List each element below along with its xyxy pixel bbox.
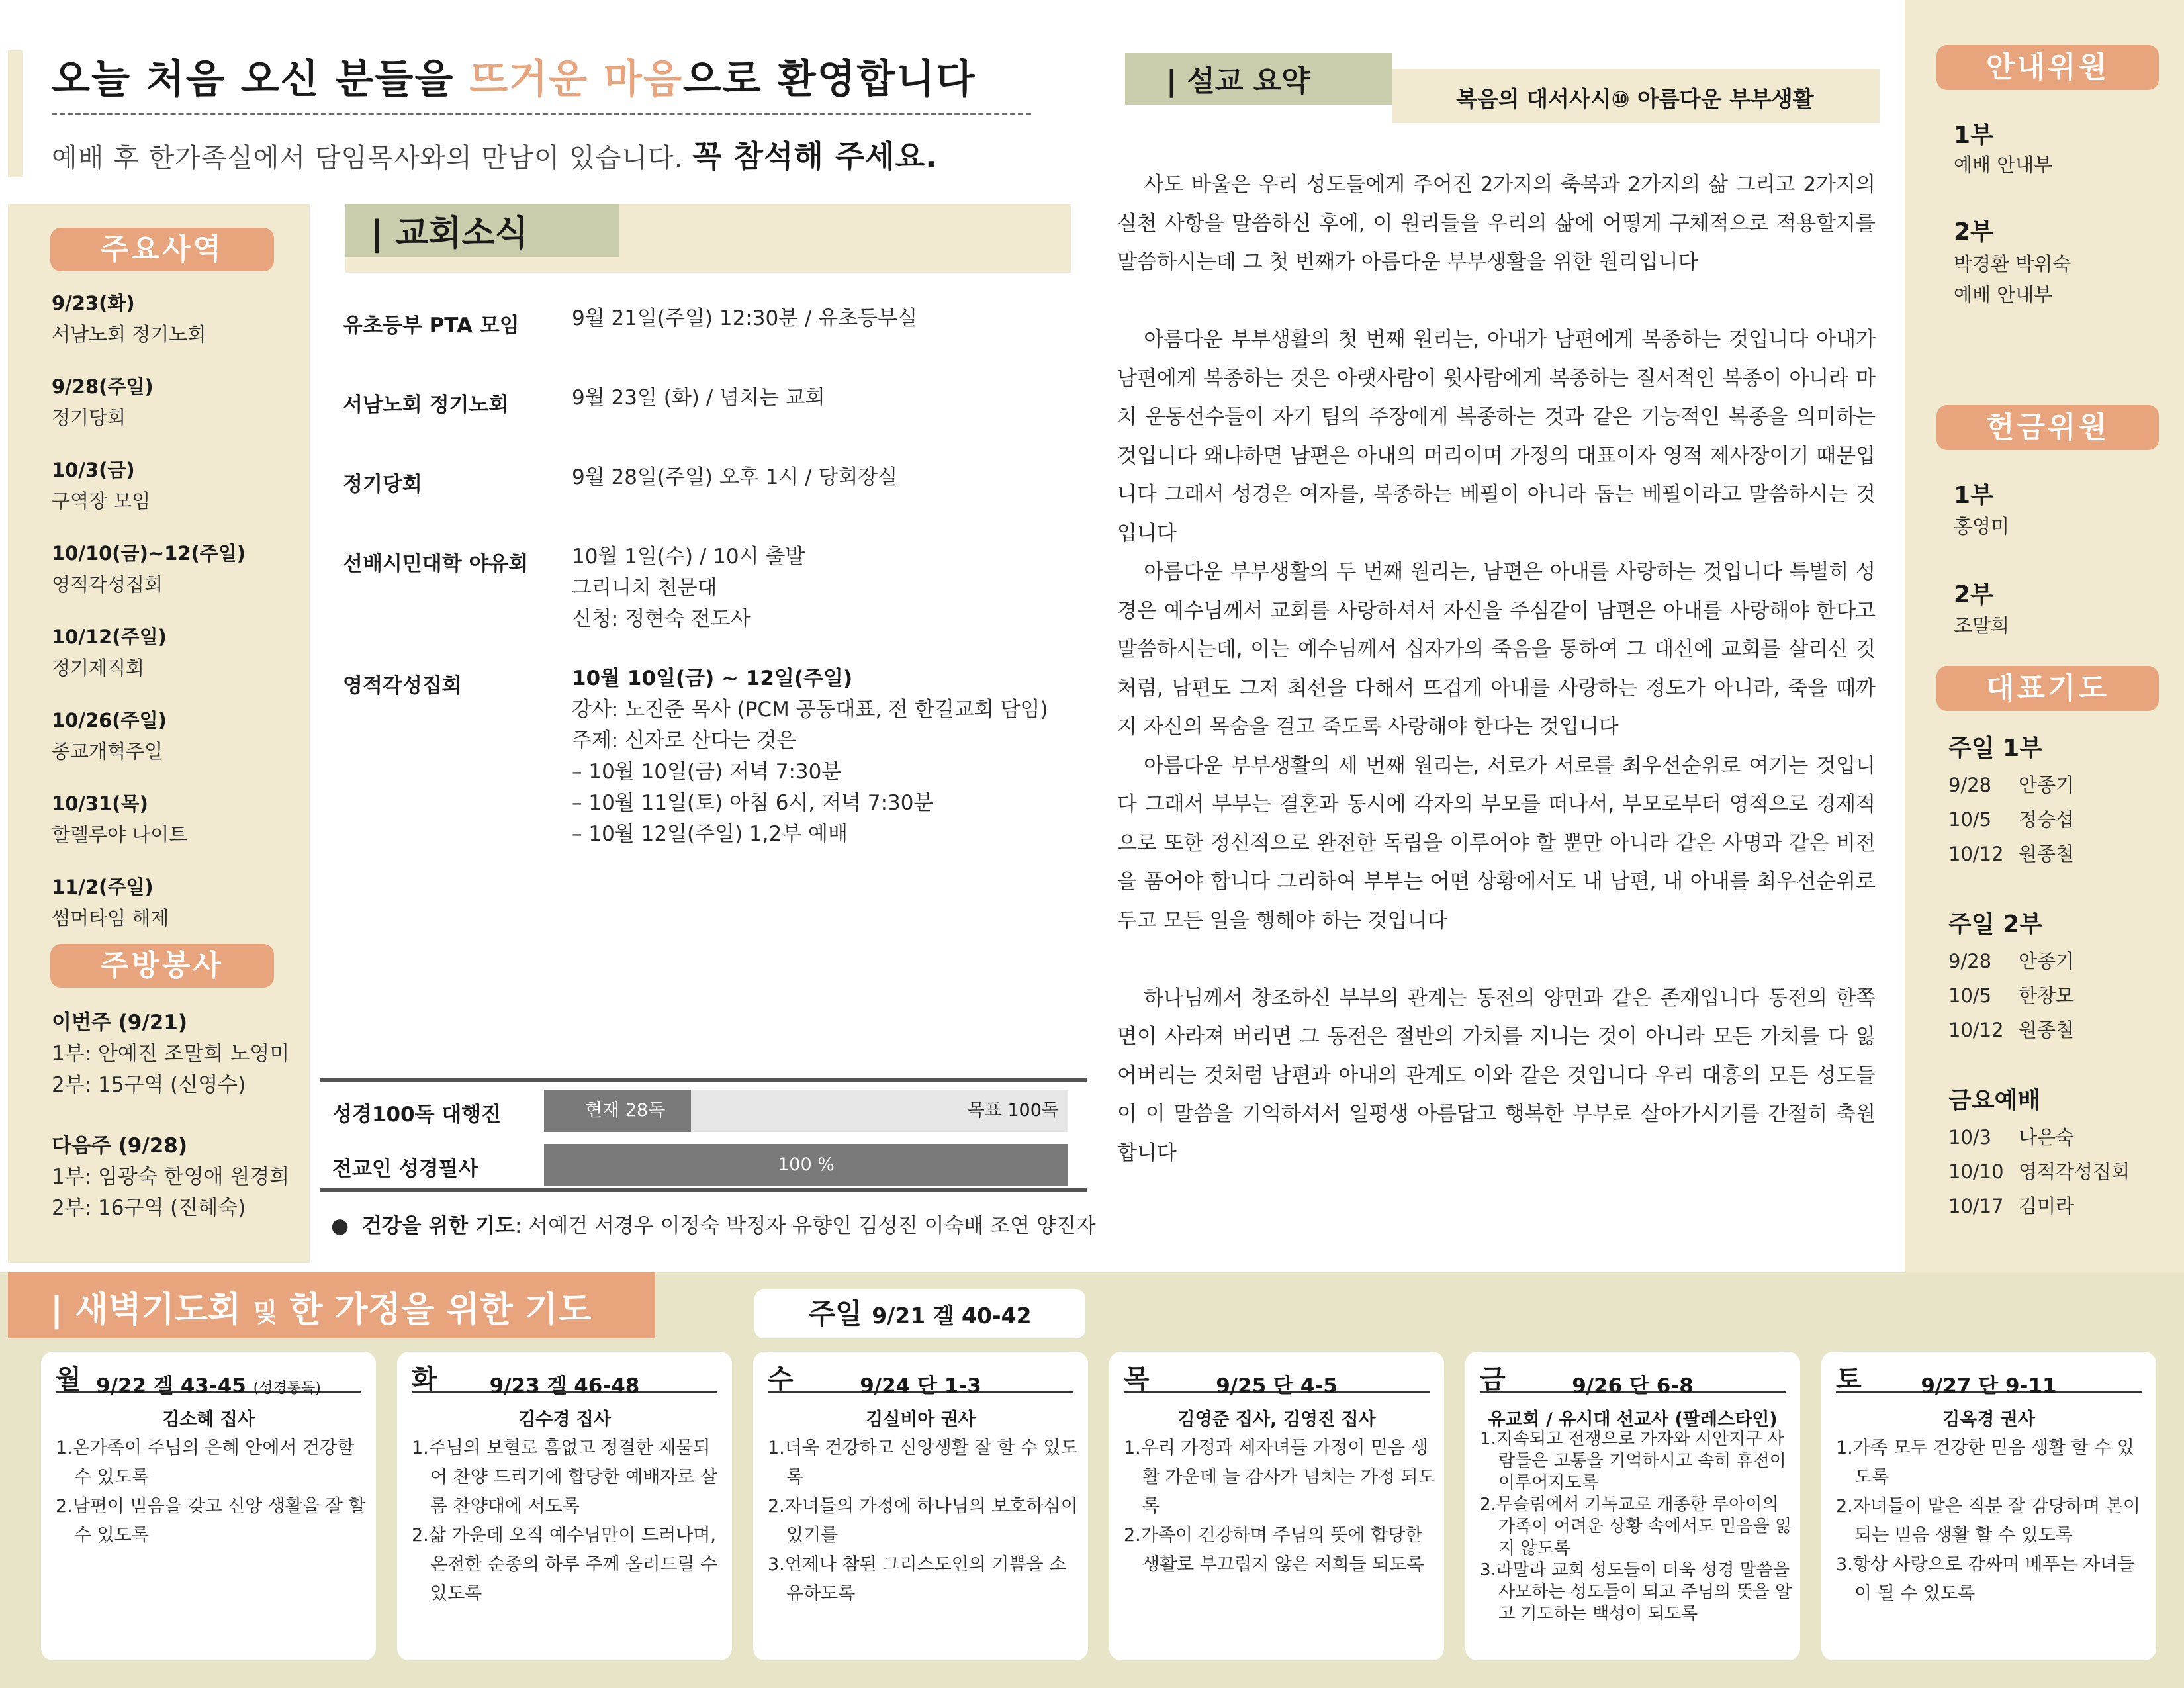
news-item-line: 강사: 노진준 목사 (PCM 공동대표, 전 한길교회 담임)	[572, 698, 1048, 722]
news-item-label: 정기당회	[343, 473, 422, 496]
kitchen-next-week-label: 다음주 (9/28)	[52, 1134, 187, 1158]
welcome-title	[52, 48, 976, 105]
usher-2-names: 박경환 박위숙	[1954, 253, 2071, 275]
news-item-line: 10월 1일(수) / 10시 출발	[572, 545, 805, 569]
day-card-header	[1836, 1358, 2142, 1398]
events-header: 주요사역	[50, 228, 274, 271]
usher-2-line: 예배 안내부	[1954, 283, 2053, 306]
day-card-header	[1480, 1358, 1786, 1398]
welcome-divider	[52, 113, 1031, 115]
day-prayer-item: 3.항상 사랑으로 감싸며 베푸는 자녀들이 될 수 있도록	[1836, 1554, 2135, 1604]
news-item-line: 9월 23일 (화) / 넘치는 교회	[572, 386, 825, 410]
kitchen-this-1: 1부: 안예진 조말희 노영미	[52, 1042, 290, 1066]
news-item-line: 주제: 신자로 산다는 것은	[572, 729, 797, 753]
event-date: 10/31(목)	[52, 792, 148, 815]
prayer-row	[1948, 947, 2074, 974]
health-prayer-names: : 서예건 서경우 이정숙 박정자 유향인 김성진 이숙배 조연 양진자	[515, 1214, 1096, 1238]
sermon-paragraph: 아름다운 부부생활의 첫 번째 원리는, 아내가 남편에게 복종하는 것입니다 아내가 남편에게 복종하는 것은 아랫사람이 윗사람에게 복종하는 질서적인 복종이 아니라 마치 운동선수들이 자기 팀의 주장에게 복종하는 것과 같은 기능적인 복종을 의미하는 것입니다 왜냐하면 남편은 아내의 머리이며 가정의 대표이자 영적 제사장이기 때문입니다 그래서 성경은 여자를, 복종하는 베필이 아니라 돕는 베필이라고 말씀하시는 것입니다	[1117, 328, 1876, 545]
welcome-subtitle	[52, 132, 938, 176]
day-card	[41, 1352, 376, 1660]
progress-section	[320, 1078, 1087, 1192]
event-date: 10/10(금)~12(주일)	[52, 542, 246, 565]
event-date: 9/23(화)	[52, 292, 135, 314]
sermon-paragraph: 사도 바울은 우리 성도들에게 주어진 2가지의 축복과 2가지의 삶 그리고 2가지의 실천 사항을 말씀하신 후에, 이 원리들을 우리의 삶에 어떻게 구체적으로 적용할지를 말씀하시는데 그 첫 번째가 아름다운 부부생활을 위한 원리입니다	[1117, 173, 1876, 274]
day-scripture-ref: 9/27 단 9-11	[1921, 1374, 2057, 1398]
health-prayer-line	[331, 1209, 1096, 1239]
prayer-date: 9/28	[1948, 950, 1992, 972]
sermon-subtitle: 복음의 대서사시⑩ 아름다운 부부생활	[1456, 86, 1814, 112]
progress-bottom-rule	[320, 1188, 1087, 1192]
day-prayer-item: 2.삶 가운데 오직 예수님만이 드러나며, 온전한 순종의 하루 주께 올려드릴 수 있도록	[412, 1525, 718, 1604]
day-family: 유교회 / 유시대 선교사 (팔레스타인)	[1488, 1409, 1778, 1430]
welcome-subtitle-text: 예배 후 한가족실에서 담임목사와의 만남이 있습니다.	[52, 143, 693, 173]
sunday-reading-day: 주일	[808, 1297, 872, 1330]
bible-reading-current: 현재 28독	[585, 1100, 666, 1121]
day-scripture	[1836, 1369, 2142, 1399]
welcome-title-pre: 오늘 처음 오신 분들을	[52, 56, 470, 103]
day-scripture-ref: 9/24 단 1-3	[860, 1374, 981, 1398]
prayer-name: 안종기	[2019, 774, 2075, 796]
day-scripture	[768, 1369, 1073, 1399]
event-name: 정기제직회	[52, 657, 145, 679]
news-item-line: 9월 21일(주일) 12:30분 / 유초등부실	[572, 306, 918, 330]
dawn-title-c: 한 가정을 위한 기도	[277, 1290, 592, 1330]
news-item-detail	[572, 383, 825, 414]
event-date: 10/12(주일)	[52, 626, 167, 648]
kitchen-this-week-label: 이번주 (9/21)	[52, 1011, 187, 1035]
day-card	[1821, 1352, 2156, 1660]
day-scripture	[412, 1369, 717, 1399]
sermon-paragraph: 아름다운 부부생활의 세 번째 원리는, 서로가 서로를 최우선순위로 여기는 것입니다 그래서 부부는 결혼과 동시에 각자의 부모를 떠나서, 부모로부터 영적으로 경제적으로 또한 정신적으로 완전한 독립을 이루어야 할 뿐만 아니라 같은 사명과 같은 비전을 품어야 합니다 그리하여 부부는 어떤 상황에서도 내 남편, 내 아내를 최우선순위로 두고 모든 일을 행해야 하는 것입니다	[1117, 753, 1876, 933]
day-prayer-item: 2.무슬림에서 기독교로 개종한 루아이의 가족이 어려운 상황 속에서도 믿음을 잃지 않도록	[1480, 1495, 1792, 1558]
welcome-subtitle-emphasis: 꼭 참석해 주세요.	[692, 138, 938, 174]
day-scripture	[56, 1369, 361, 1399]
sermon-paragraph: 아름다운 부부생활의 두 번째 원리는, 남편은 아내를 사랑하는 것입니다 특별히 성경은 예수님께서 교회를 사랑하셔서 자신을 주심같이 남편은 아내를 사랑해야 한다고 말씀하시는데, 이는 예수님께서 십자가의 죽음을 통하여 그 대신에 교회를 살리신 것처럼, 남편도 그저 최선을 다해서 뜨겁게 아내를 사랑하는 정도가 아니라, 죽을 때까지 자신의 목숨을 걸고 죽도록 사랑해야 한다는 것입니다	[1117, 560, 1876, 739]
news-item-line: 그리니치 천문대	[572, 576, 717, 600]
news-item-label: 영적각성집회	[343, 674, 462, 698]
day-prayer-item: 2.가족이 건강하며 주님의 뜻에 합당한 생활로 부끄럽지 않은 저희들 되도록	[1124, 1525, 1424, 1575]
news-item-detail	[572, 541, 805, 635]
sermon-spacer	[1117, 940, 1876, 979]
day-scripture-ref: 9/26 단 6-8	[1572, 1374, 1694, 1398]
prayer-row	[1948, 1192, 2074, 1219]
prayer-name: 한창모	[2019, 984, 2075, 1007]
bible-reading-track	[544, 1090, 1068, 1132]
day-scripture	[1480, 1369, 1786, 1399]
day-prayer-item: 1.우리 가정과 세자녀들 가정이 믿음 생활 가운데 늘 감사가 넘치는 가정 되도록	[1124, 1438, 1435, 1517]
sermon-title: | 설교 요약	[1166, 64, 1310, 98]
event-item	[52, 455, 150, 514]
usher-1-line: 예배 안내부	[1954, 154, 2053, 176]
prayer-date: 10/12	[1948, 1019, 2004, 1041]
bible-reading-label: 성경100독 대행진	[332, 1103, 502, 1127]
day-prayer-list	[768, 1434, 1080, 1609]
prayer-name: 나은숙	[2019, 1126, 2075, 1149]
event-name: 구역장 모임	[52, 490, 151, 512]
day-name: 월	[56, 1364, 81, 1395]
day-card	[397, 1352, 732, 1660]
prayer-row	[1948, 1015, 2074, 1043]
kitchen-this-2: 2부: 15구역 (신영수)	[52, 1073, 246, 1097]
kitchen-next-2: 2부: 16구역 (진혜숙)	[52, 1196, 246, 1220]
event-name: 서남노회 정기노회	[52, 323, 206, 346]
prayer-row	[1948, 981, 2074, 1008]
kitchen-header: 주방봉사	[50, 944, 274, 988]
prayer-date: 10/5	[1948, 808, 1992, 831]
offering-1-name: 홍영미	[1954, 515, 2010, 538]
event-item	[52, 789, 187, 847]
event-name: 썸머타임 해제	[52, 907, 169, 929]
health-prayer-label: 건강을 위한 기도	[361, 1214, 515, 1238]
day-family: 김옥경 권사	[1942, 1409, 2035, 1430]
day-prayer-item: 1.주님의 보혈로 흠없고 정결한 제물되어 찬양 드리기에 합당한 예배자로 살롬 찬양대에 서도록	[412, 1438, 718, 1517]
event-name: 할렐루야 나이트	[52, 823, 188, 846]
prayer-date: 10/10	[1948, 1160, 2004, 1183]
health-prayer-bullet: ●	[331, 1214, 349, 1238]
day-prayer-list	[56, 1434, 368, 1550]
day-card	[1465, 1352, 1800, 1660]
day-prayer-item: 2.남편이 믿음을 갖고 신앙 생활을 잘 할 수 있도록	[56, 1496, 366, 1546]
day-name: 화	[412, 1364, 437, 1395]
prayer-date: 10/5	[1948, 984, 1992, 1007]
event-date: 10/3(금)	[52, 459, 135, 481]
offering-header: 헌금위원	[1936, 405, 2159, 450]
day-scripture-ref: 9/25 단 4-5	[1216, 1374, 1338, 1398]
news-item-line: – 10월 11일(토) 아침 6시, 저녁 7:30분	[572, 791, 934, 815]
event-item	[52, 622, 167, 680]
prayer-date: 9/28	[1948, 774, 1992, 796]
usher-2-label: 2부	[1954, 218, 1993, 246]
kitchen-this-week	[52, 1008, 187, 1039]
prayer-name: 안종기	[2019, 950, 2075, 972]
news-item-line: 신청: 정현숙 전도사	[572, 607, 751, 631]
news-item-line: – 10월 12일(주일) 1,2부 예배	[572, 822, 848, 846]
day-family: 김실비아 권사	[866, 1409, 976, 1430]
prayer-header: 대표기도	[1936, 666, 2159, 711]
offering-2-label: 2부	[1954, 581, 1993, 608]
prayer-group-label: 금요예배	[1948, 1087, 2041, 1114]
day-card-header	[1124, 1358, 1430, 1398]
prayer-name: 원종철	[2019, 843, 2075, 865]
usher-1-label: 1부	[1954, 122, 1993, 149]
prayer-date: 10/12	[1948, 843, 2004, 865]
day-family: 김영준 집사, 김영진 집사	[1177, 1409, 1376, 1430]
prayer-date: 10/17	[1948, 1195, 2004, 1217]
kitchen-next-week	[52, 1131, 187, 1162]
dawn-title-a: | 새벽기도회	[50, 1290, 253, 1330]
day-prayer-list	[412, 1434, 724, 1609]
event-date: 9/28(주일)	[52, 375, 154, 398]
news-item-line: 10월 10일(금) ~ 12일(주일)	[572, 667, 853, 690]
usher-header: 안내위원	[1936, 45, 2159, 90]
day-card	[1109, 1352, 1444, 1660]
day-prayer-item: 1.더욱 건강하고 신앙생활 잘 할 수 있도록	[768, 1438, 1078, 1487]
bible-copy-track	[544, 1144, 1068, 1186]
event-item	[52, 706, 167, 764]
prayer-name: 김미라	[2019, 1195, 2075, 1217]
day-card-header	[768, 1358, 1073, 1398]
day-scripture-ref: 9/23 겔 46-48	[489, 1374, 640, 1398]
sermon-paragraph: 하나님께서 창조하신 부부의 관계는 동전의 양면과 같은 존재입니다 동전의 한쪽 면이 사라져 버리면 그 동전은 절반의 가치를 지니는 것이 아니라 모든 가치를 다 잃어버리는 것처럼 남편과 아내의 관계도 이와 같은 것입니다 우리 대흥의 모든 성도들이 이 말씀을 기억하셔서 일평생 아름답고 행복한 부부로 살아가시기를 간절히 축원합니다	[1117, 986, 1876, 1165]
day-name: 토	[1836, 1364, 1862, 1395]
day-family: 김수경 집사	[518, 1409, 611, 1430]
day-prayer-list	[1836, 1434, 2148, 1609]
welcome-title-highlight: 뜨거운 마음	[469, 56, 683, 103]
sermon-body	[1117, 165, 1876, 1172]
prayer-group-label: 주일 2부	[1948, 911, 2042, 938]
day-prayer-list	[1124, 1434, 1436, 1579]
day-prayer-item: 2.자녀들의 가정에 하나님의 보호하심이 있기를	[768, 1496, 1078, 1546]
news-item-line: – 10월 10일(금) 저녁 7:30분	[572, 760, 842, 784]
day-prayer-item: 1.가족 모두 건강한 믿음 생활 할 수 있도록	[1836, 1438, 2134, 1487]
event-name: 정기당회	[52, 406, 126, 429]
dawn-title	[50, 1282, 591, 1331]
prayer-row	[1948, 1157, 2130, 1184]
welcome-accent-bar	[8, 50, 23, 177]
news-item-label: 서남노회 정기노회	[343, 393, 509, 417]
event-item	[52, 372, 154, 430]
day-scripture	[1124, 1369, 1430, 1399]
day-family: 김소혜 집사	[162, 1409, 255, 1430]
right-sidebar	[1905, 0, 2184, 1272]
sermon-spacer	[1117, 282, 1876, 321]
day-prayer-item: 1.지속되고 전쟁으로 가자와 서안지구 사람들은 고통을 기억하시고 속히 휴전이 이루어지도록	[1480, 1429, 1786, 1493]
day-scripture-note: (성경통독)	[253, 1380, 321, 1397]
news-item-detail	[572, 663, 1048, 850]
news-item-label: 선배시민대학 야유회	[343, 552, 529, 576]
progress-top-rule	[320, 1078, 1087, 1082]
offering-2-name: 조말희	[1954, 614, 2010, 637]
prayer-group-label: 주일 1부	[1948, 735, 2042, 762]
event-name: 종교개혁주일	[52, 740, 163, 763]
dawn-title-b: 및	[253, 1298, 278, 1327]
bible-copy-label: 전교인 성경필사	[332, 1157, 478, 1181]
day-prayer-item: 2.자녀들이 맡은 직분 잘 감당하며 본이 되는 믿음 생활 할 수 있도록	[1836, 1496, 2140, 1546]
day-prayer-item: 1.온가족이 주님의 은혜 안에서 건강할 수 있도록	[56, 1438, 355, 1487]
prayer-row	[1948, 805, 2074, 832]
prayer-date: 10/3	[1948, 1126, 1992, 1149]
day-prayer-list	[1480, 1429, 1792, 1625]
welcome-title-post: 으로 환영합니다	[682, 56, 976, 103]
news-item-label: 유초등부 PTA 모임	[343, 314, 520, 338]
day-name: 수	[768, 1364, 794, 1395]
day-name: 목	[1124, 1364, 1150, 1395]
day-card-header	[412, 1358, 717, 1398]
day-scripture-ref: 9/22 겔 43-45	[96, 1374, 253, 1398]
day-name: 금	[1480, 1364, 1506, 1395]
news-item-detail	[572, 303, 917, 334]
event-name: 영적각성집회	[52, 573, 163, 596]
prayer-row	[1948, 839, 2074, 867]
prayer-row	[1948, 771, 2074, 798]
prayer-row	[1948, 1123, 2074, 1150]
offering-1-label: 1부	[1954, 482, 1993, 509]
sunday-reading-ref: 9/21 겔 40-42	[872, 1303, 1032, 1329]
day-card	[753, 1352, 1088, 1660]
news-title: | 교회소식	[371, 214, 529, 254]
event-item	[52, 872, 169, 931]
sunday-reading	[754, 1289, 1085, 1340]
prayer-name: 영적각성집회	[2019, 1160, 2130, 1183]
bible-copy-percent: 100 %	[778, 1154, 835, 1175]
event-item	[52, 539, 246, 597]
news-item-line: 9월 28일(주일) 오후 1시 / 당회장실	[572, 465, 898, 489]
kitchen-next-1: 1부: 임광숙 한영애 원경희	[52, 1165, 290, 1189]
event-date: 10/26(주일)	[52, 709, 167, 731]
news-item-detail	[572, 462, 897, 493]
day-prayer-item: 3.언제나 참된 그리스도인의 기쁨을 소유하도록	[768, 1554, 1067, 1604]
day-card-header	[56, 1358, 361, 1398]
prayer-name: 정승섭	[2019, 808, 2075, 831]
bible-reading-goal: 목표 100독	[967, 1100, 1059, 1121]
event-date: 11/2(주일)	[52, 876, 154, 898]
prayer-name: 원종철	[2019, 1019, 2075, 1041]
day-prayer-item: 3.라말라 교회 성도들이 더욱 성경 말씀을 사모하는 성도들이 되고 주님의 뜻을 알고 기도하는 백성이 되도록	[1480, 1560, 1792, 1624]
event-item	[52, 289, 206, 347]
